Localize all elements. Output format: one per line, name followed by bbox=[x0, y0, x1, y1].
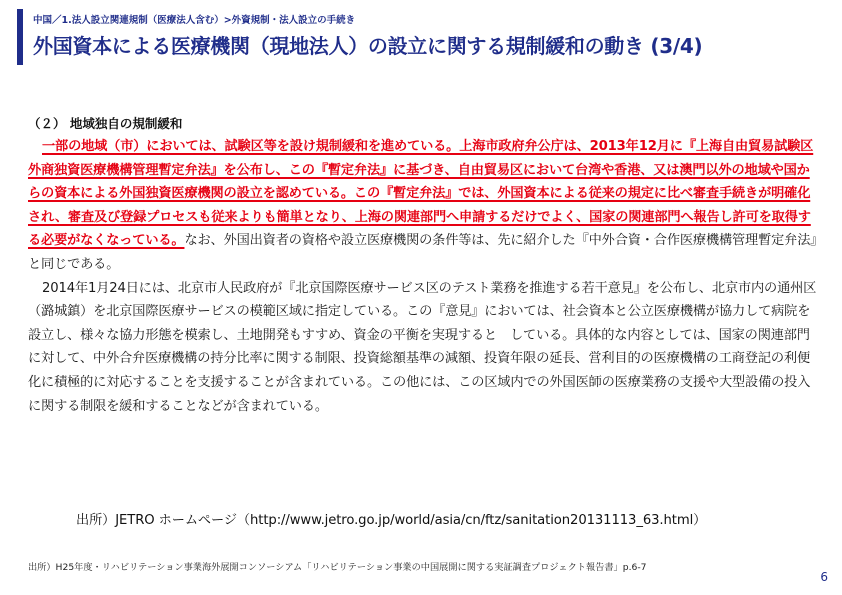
section-heading: （２） 地域独自の規制緩和 bbox=[28, 116, 183, 131]
page-title: 外国資本による医療機関（現地法人）の設立に関する規制緩和の動き (3/4) bbox=[33, 34, 703, 58]
paragraph-beijing bbox=[28, 277, 820, 419]
highlighted-text: 一部の地域（市）においては、試験区等を設け規制緩和を進めている。上海市政府弁公庁は、2013年12月に『上海自由貿易試験区外商独資医療機構管理暫定弁法』を公布し、この『暫定弁法』に基づき、自由貿易区において台湾や香港、又は澳門以外の地域や国からの資本による外国独資医療機関の設立を認めている。この『暫定弁法』では、外国資本による従来の規定に比べ審査手続きが明確化され、審査及び登録プロセスも従来よりも簡単となり、上海の関連部門へ申請するだけでよく、国家の関連部門へ報告し許可を取得する必要がなくなっている。 bbox=[28, 139, 814, 249]
page-number: 6 bbox=[820, 570, 828, 584]
main-content bbox=[28, 113, 820, 418]
paragraph-beijing-text: 2014年1月24日には、北京市人民政府が『北京国際医療サービス区のテスト業務を推進する若干意見』を公布し、北京市内の通州区（潞城鎮）を北京国際医療サービスの模範区域に指定している。この『意見』においては、社会資本と公立医療機構が協力して病院を設立し、様々な協力形態を模索し、土地開発もすすめ、資金の平衡を実現すると している。具体的な内容としては、国家の関連部門に対して、中外合弁医療機構の持分比率に関する制限、投資総額基準の減額、投資年限の延長、営利目的の医療機構の工商登記の利便化に積極的に対応することを支援することが含まれている。この他には、この区域内での外国医師の医療業務の支援や大型設備の投入に関する制限を緩和することなどが含まれている。 bbox=[28, 280, 817, 414]
paragraph-continuation: なお、外国出資者の資格や設立医療機関の条件等は、先に紹介した『中外合資・合作医療機構管理暫定弁法』と同じである。 bbox=[28, 233, 817, 272]
source-citation: 出所）JETRO ホームページ（http://www.jetro.go.jp/world/asia/cn/ftz/sanitation20131113_63.html） bbox=[76, 513, 707, 528]
paragraph-regulation-easing bbox=[28, 135, 820, 277]
footnote: 出所）H25年度・リハビリテーション事業海外展開コンソーシアム「リハビリテーション事業の中国展開に関する実証調査プロジェクト報告書」p.6-7 bbox=[28, 562, 647, 573]
title-accent-bar bbox=[17, 9, 23, 65]
breadcrumb: 中国／1.法人設立関連規制（医療法人含む）>外資規制・法人設立の手続き bbox=[33, 15, 356, 26]
